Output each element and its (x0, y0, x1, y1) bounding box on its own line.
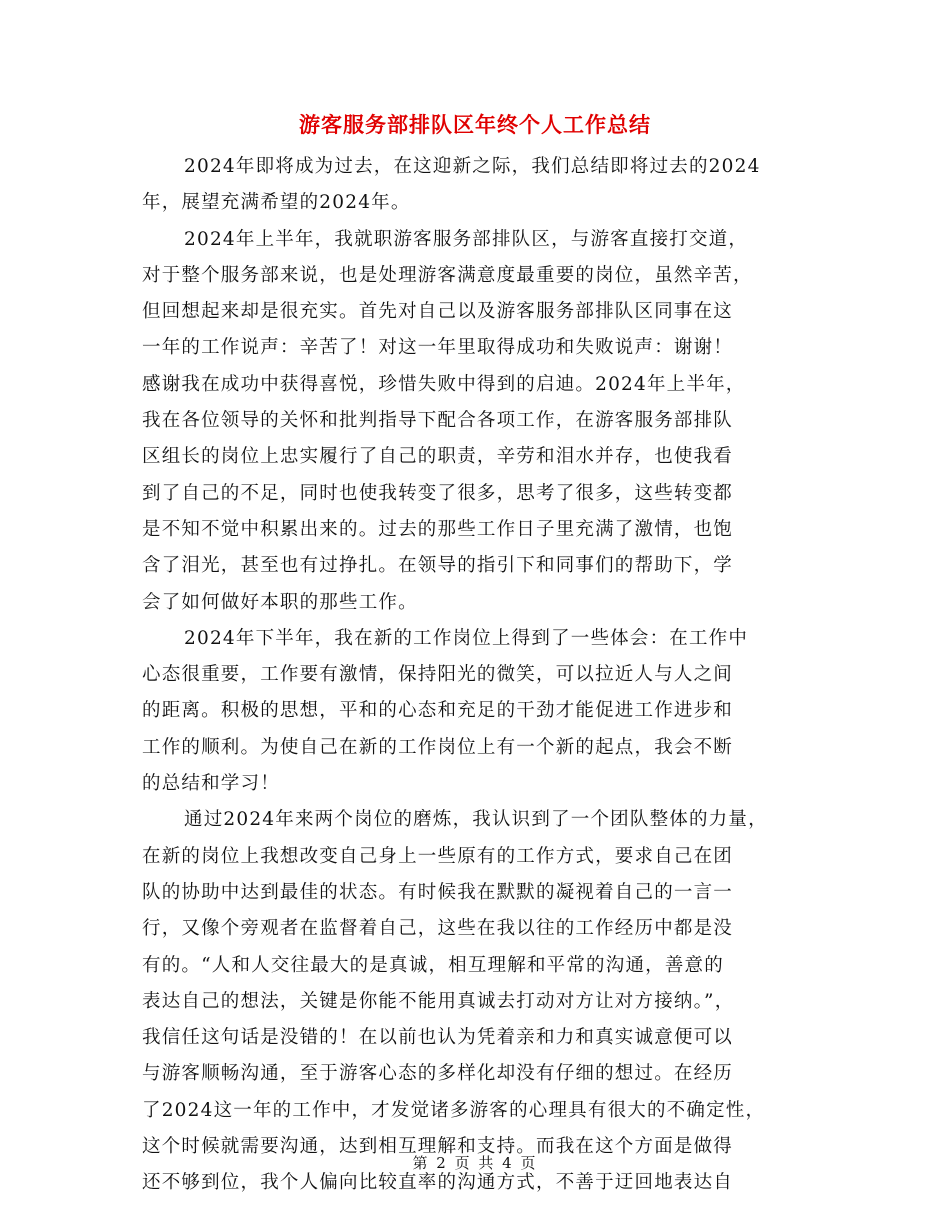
text-line: 的距离。积极的思想，平和的心态和充足的干劲才能促进工作进步和 (142, 700, 734, 722)
text-line: 2024年下半年，我在新的工作岗位上得到了一些体会：在工作中 (184, 627, 749, 649)
text-line: 了2024这一年的工作中，才发觉诸多游客的心理具有很大的不确定性， (142, 1099, 766, 1121)
document-body (142, 149, 812, 1202)
text-line: 队的协助中达到最佳的状态。有时候我在默默的凝视着自己的一言一 (142, 881, 734, 903)
text-line: 通过2024年来两个岗位的磨炼，我认识到了一个团队整体的力量， (184, 809, 768, 831)
text-line: 我信任这句话是没错的！在以前也认为凭着亲和力和真实诚意便可以 (142, 1027, 734, 1049)
text-line: 行，又像个旁观者在监督着自己，这些在我以往的工作经历中都是没 (142, 918, 734, 940)
text-line: 的总结和学习！ (142, 773, 280, 795)
text-line: 工作的顺利。为使自己在新的工作岗位上有一个新的起点，我会不断 (142, 736, 734, 758)
page-number-footer: 第 2 页 共 4 页 (412, 1154, 538, 1172)
text-line: 是不知不觉中积累出来的。过去的那些工作日子里充满了激情，也饱 (142, 518, 734, 540)
paragraph-2 (142, 222, 812, 621)
text-line: 心态很重要，工作要有激情，保持阳光的微笑，可以拉近人与人之间 (142, 664, 734, 686)
text-line: 这个时候就需要沟通，达到相互理解和支持。而我在这个方面是做得 (142, 1136, 734, 1158)
text-line: 年，展望充满希望的2024年。 (142, 192, 411, 214)
paragraph-3 (142, 621, 812, 802)
text-line: 但回想起来却是很充实。首先对自己以及游客服务部排队区同事在这 (142, 301, 734, 323)
text-line: 有的。“人和人交往最大的是真诚，相互理解和平常的沟通，善意的 (142, 954, 724, 976)
text-line: 我在各位领导的关怀和批判指导下配合各项工作，在游客服务部排队 (142, 410, 734, 432)
document-title: 游客服务部排队区年终个人工作总结 (299, 112, 651, 137)
text-line: 一年的工作说声：辛苦了！对这一年里取得成功和失败说声：谢谢！ (142, 337, 734, 359)
text-line: 2024年上半年，我就职游客服务部排队区，与游客直接打交道， (184, 228, 749, 250)
text-line: 对于整个服务部来说，也是处理游客满意度最重要的岗位，虽然辛苦， (142, 264, 753, 286)
text-line: 与游客顺畅沟通，至于游客心态的多样化却没有仔细的想过。在经历 (142, 1063, 734, 1085)
text-line: 含了泪光，甚至也有过挣扎。在领导的指引下和同事们的帮助下，学 (142, 555, 734, 577)
paragraph-4 (142, 802, 812, 1201)
text-line: 表达自己的想法，关键是你能不能用真诚去打动对方让对方接纳。”， (142, 990, 735, 1012)
text-line: 2024年即将成为过去，在这迎新之际，我们总结即将过去的2024 (184, 156, 761, 177)
text-line: 会了如何做好本职的那些工作。 (142, 591, 418, 613)
text-line: 感谢我在成功中获得喜悦，珍惜失败中得到的启迪。2024年上半年， (142, 373, 746, 395)
text-line: 在新的岗位上我想改变自己身上一些原有的工作方式，要求自己在团 (142, 845, 734, 867)
paragraph-1 (142, 149, 812, 222)
text-line: 到了自己的不足，同时也使我转变了很多，思考了很多，这些转变都 (142, 482, 734, 504)
text-line: 区组长的岗位上忠实履行了自己的职责，辛劳和泪水并存，也使我看 (142, 446, 734, 468)
text-line: 还不够到位，我个人偏向比较直率的沟通方式，不善于迂回地表达自 (142, 1172, 734, 1194)
